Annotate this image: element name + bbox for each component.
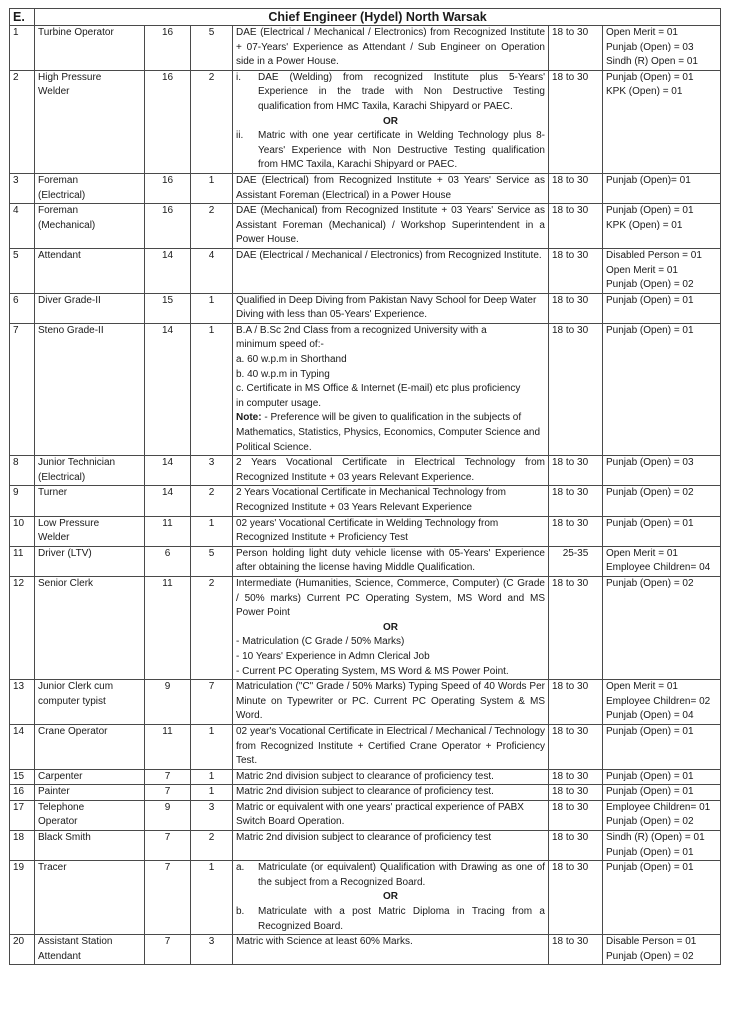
serial-number: 7 <box>10 323 35 455</box>
table-row <box>10 680 721 725</box>
table-row <box>10 935 721 965</box>
vacancies: 5 <box>191 546 233 576</box>
table-row <box>10 204 721 249</box>
quota: Punjab (Open) = 01 <box>603 861 721 935</box>
table-row <box>10 785 721 801</box>
quota: Punjab (Open) = 01 <box>603 323 721 455</box>
quota: Punjab (Open) = 01 <box>603 785 721 801</box>
bps: 7 <box>145 935 191 965</box>
quota: Punjab (Open)= 01 <box>603 173 721 203</box>
bps: 15 <box>145 293 191 323</box>
table-row <box>10 861 721 935</box>
qualification: 2 Years Vocational Certificate in Mechanical Technology from Recognized Institute + 03 Years Relevant Experience <box>233 486 549 516</box>
serial-number: 16 <box>10 785 35 801</box>
post-name: Turbine Operator <box>35 26 145 71</box>
serial-number: 8 <box>10 456 35 486</box>
qualification: a. Matriculate (or equivalent) Qualification with Drawing as one of the subject from a Recognized Board. OR b. Matriculate with a post Matric Diploma in Tracing from a Recognized Board. <box>233 861 549 935</box>
vacancies: 1 <box>191 323 233 455</box>
table-row <box>10 70 721 173</box>
bps: 7 <box>145 785 191 801</box>
quota: Open Merit = 01 Punjab (Open) = 03 Sindh (R) Open = 01 <box>603 26 721 71</box>
age-limit: 18 to 30 <box>549 576 603 679</box>
qualification: DAE (Electrical) from Recognized Institute + 03 Years' Service as Assistant Foreman (Electrical) in a Power House <box>233 173 549 203</box>
table-row <box>10 546 721 576</box>
qualification: Qualified in Deep Diving from Pakistan Navy School for Deep Water Diving with less than 05-Years' Experience. <box>233 293 549 323</box>
post-name: Attendant <box>35 248 145 293</box>
post-name: High Pressure Welder <box>35 70 145 173</box>
table-row <box>10 486 721 516</box>
bps: 16 <box>145 173 191 203</box>
age-limit: 18 to 30 <box>549 70 603 173</box>
post-name: Senior Clerk <box>35 576 145 679</box>
age-limit: 18 to 30 <box>549 26 603 71</box>
quota: Employee Children= 01 Punjab (Open) = 02 <box>603 800 721 830</box>
qualification: 02 year's Vocational Certificate in Electrical / Mechanical / Technology from Recognized Institute + Certified Crane Operator + Proficiency Test. <box>233 724 549 769</box>
table-row <box>10 516 721 546</box>
qualification: i. DAE (Welding) from recognized Institute plus 5-Years' Experience in the trade with Non Destructive Testing qualification from HMC Taxila, Karachi Shipyard or PAEC. OR ii. Matric with one year certificate in Welding Technology plus 8-Years' Experience with Non Destructive Testing qualification from HMC Taxila, Karachi Shipyard or PAEC. <box>233 70 549 173</box>
table-row <box>10 323 721 455</box>
vacancies: 3 <box>191 935 233 965</box>
vacancies: 5 <box>191 26 233 71</box>
post-name: Crane Operator <box>35 724 145 769</box>
post-name: Junior Technician (Electrical) <box>35 456 145 486</box>
table-row <box>10 26 721 71</box>
qualification: Person holding light duty vehicle license with 05-Years' Experience after obtaining the license having Middle Qualification. <box>233 546 549 576</box>
job-table-sheet <box>9 8 720 965</box>
post-name: Tracer <box>35 861 145 935</box>
post-name: Steno Grade-II <box>35 323 145 455</box>
age-limit: 18 to 30 <box>549 456 603 486</box>
section-label: E. <box>10 9 35 26</box>
age-limit: 18 to 30 <box>549 769 603 785</box>
qualification: Intermediate (Humanities, Science, Commerce, Computer) (C Grade / 50% marks) Current PC Operating System, MS Word and MS Power Point OR - Matriculation (C Grade / 50% Marks) - 10 Years' Experience in Admn Clerical Job - Current PC Operating System, MS Word & MS Power Point. <box>233 576 549 679</box>
serial-number: 20 <box>10 935 35 965</box>
table-row <box>10 800 721 830</box>
vacancies: 1 <box>191 293 233 323</box>
qualification: DAE (Electrical / Mechanical / Electronics) from Recognized Institute. <box>233 248 549 293</box>
post-name: Foreman (Mechanical) <box>35 204 145 249</box>
qualification: DAE (Electrical / Mechanical / Electronics) from Recognized Institute + 07-Years' Experience as Attendant / Sub Engineer on Operation side in a Power House. <box>233 26 549 71</box>
bps: 7 <box>145 831 191 861</box>
serial-number: 15 <box>10 769 35 785</box>
vacancies: 7 <box>191 680 233 725</box>
bps: 6 <box>145 546 191 576</box>
bps: 14 <box>145 486 191 516</box>
bps: 11 <box>145 576 191 679</box>
bps: 14 <box>145 456 191 486</box>
or-separator: OR <box>383 115 398 127</box>
table-row <box>10 769 721 785</box>
age-limit: 18 to 30 <box>549 248 603 293</box>
bps: 11 <box>145 516 191 546</box>
serial-number: 2 <box>10 70 35 173</box>
age-limit: 18 to 30 <box>549 861 603 935</box>
age-limit: 18 to 30 <box>549 516 603 546</box>
table-row <box>10 173 721 203</box>
table-title: Chief Engineer (Hydel) North Warsak <box>35 9 721 26</box>
quota: Sindh (R) (Open) = 01 Punjab (Open) = 01 <box>603 831 721 861</box>
qualification: DAE (Mechanical) from Recognized Institute + 03 Years' Service as Assistant Foreman (Mechanical) / Workshop Superintendent in a Power House. <box>233 204 549 249</box>
quota: Punjab (Open) = 01 KPK (Open) = 01 <box>603 70 721 173</box>
qualification: 2 Years Vocational Certificate in Electrical Technology from Recognized Institute + 03 years Relevant Experience. <box>233 456 549 486</box>
vacancies: 2 <box>191 204 233 249</box>
qualification: Matric 2nd division subject to clearance of proficiency test. <box>233 785 549 801</box>
age-limit: 18 to 30 <box>549 935 603 965</box>
age-limit: 18 to 30 <box>549 785 603 801</box>
bps: 14 <box>145 248 191 293</box>
bps: 16 <box>145 204 191 249</box>
serial-number: 10 <box>10 516 35 546</box>
qualification: 02 years' Vocational Certificate in Welding Technology from Recognized Institute + Proficiency Test <box>233 516 549 546</box>
bps: 16 <box>145 26 191 71</box>
quota: Punjab (Open) = 01 KPK (Open) = 01 <box>603 204 721 249</box>
note-label: Note: <box>236 412 262 424</box>
vacancies: 3 <box>191 800 233 830</box>
vacancies: 1 <box>191 173 233 203</box>
age-limit: 18 to 30 <box>549 173 603 203</box>
serial-number: 12 <box>10 576 35 679</box>
job-table <box>9 8 721 965</box>
table-header-row <box>10 9 721 26</box>
post-name: Junior Clerk cum computer typist <box>35 680 145 725</box>
age-limit: 18 to 30 <box>549 680 603 725</box>
quota: Punjab (Open) = 03 <box>603 456 721 486</box>
qualification: Matric or equivalent with one years' practical experience of PABX Switch Board Operation. <box>233 800 549 830</box>
post-name: Painter <box>35 785 145 801</box>
table-row <box>10 576 721 679</box>
serial-number: 4 <box>10 204 35 249</box>
age-limit: 18 to 30 <box>549 724 603 769</box>
serial-number: 13 <box>10 680 35 725</box>
post-name: Carpenter <box>35 769 145 785</box>
age-limit: 18 to 30 <box>549 204 603 249</box>
vacancies: 1 <box>191 861 233 935</box>
table-row <box>10 724 721 769</box>
serial-number: 18 <box>10 831 35 861</box>
bps: 9 <box>145 800 191 830</box>
quota: Open Merit = 01 Employee Children= 02 Punjab (Open) = 04 <box>603 680 721 725</box>
age-limit: 18 to 30 <box>549 323 603 455</box>
age-limit: 25-35 <box>549 546 603 576</box>
table-row <box>10 456 721 486</box>
post-name: Foreman (Electrical) <box>35 173 145 203</box>
serial-number: 1 <box>10 26 35 71</box>
qualification: Matric 2nd division subject to clearance of proficiency test <box>233 831 549 861</box>
serial-number: 6 <box>10 293 35 323</box>
or-separator: OR <box>383 891 398 903</box>
bps: 11 <box>145 724 191 769</box>
qualification: Matric with Science at least 60% Marks. <box>233 935 549 965</box>
serial-number: 19 <box>10 861 35 935</box>
post-name: Diver Grade-II <box>35 293 145 323</box>
bps: 7 <box>145 769 191 785</box>
post-name: Assistant Station Attendant <box>35 935 145 965</box>
quota: Disabled Person = 01 Open Merit = 01 Punjab (Open) = 02 <box>603 248 721 293</box>
quota: Open Merit = 01 Employee Children= 04 <box>603 546 721 576</box>
age-limit: 18 to 30 <box>549 800 603 830</box>
qualification: Matric 2nd division subject to clearance of proficiency test. <box>233 769 549 785</box>
vacancies: 4 <box>191 248 233 293</box>
vacancies: 2 <box>191 831 233 861</box>
quota: Punjab (Open) = 02 <box>603 576 721 679</box>
vacancies: 1 <box>191 769 233 785</box>
serial-number: 9 <box>10 486 35 516</box>
quota: Punjab (Open) = 02 <box>603 486 721 516</box>
vacancies: 2 <box>191 486 233 516</box>
vacancies: 1 <box>191 724 233 769</box>
post-name: Driver (LTV) <box>35 546 145 576</box>
vacancies: 2 <box>191 70 233 173</box>
quota: Punjab (Open) = 01 <box>603 516 721 546</box>
vacancies: 2 <box>191 576 233 679</box>
post-name: Telephone Operator <box>35 800 145 830</box>
serial-number: 5 <box>10 248 35 293</box>
bps: 14 <box>145 323 191 455</box>
post-name: Low Pressure Welder <box>35 516 145 546</box>
bps: 7 <box>145 861 191 935</box>
quota: Disable Person = 01 Punjab (Open) = 02 <box>603 935 721 965</box>
or-separator: OR <box>383 621 398 633</box>
vacancies: 1 <box>191 785 233 801</box>
serial-number: 3 <box>10 173 35 203</box>
vacancies: 1 <box>191 516 233 546</box>
serial-number: 17 <box>10 800 35 830</box>
qualification: B.A / B.Sc 2nd Class from a recognized University with a minimum speed of:- a. 60 w.p.m in Shorthand b. 40 w.p.m in Typing c. Certificate in MS Office & Internet (E-mail) etc plus proficiency in computer usage. Note: - Preference will be given to qualification in the subjects of Mathematics, Statistics, Physics, Economics, Computer Science and Political Science. <box>233 323 549 455</box>
age-limit: 18 to 30 <box>549 486 603 516</box>
post-name: Black Smith <box>35 831 145 861</box>
qualification: Matriculation ("C" Grade / 50% Marks) Typing Speed of 40 Words Per Minute on Typewriter or PC. Current PC Operating System & MS Word. <box>233 680 549 725</box>
quota: Punjab (Open) = 01 <box>603 724 721 769</box>
vacancies: 3 <box>191 456 233 486</box>
bps: 16 <box>145 70 191 173</box>
table-row <box>10 293 721 323</box>
table-row <box>10 248 721 293</box>
serial-number: 14 <box>10 724 35 769</box>
table-row <box>10 831 721 861</box>
quota: Punjab (Open) = 01 <box>603 769 721 785</box>
age-limit: 18 to 30 <box>549 293 603 323</box>
post-name: Turner <box>35 486 145 516</box>
serial-number: 11 <box>10 546 35 576</box>
quota: Punjab (Open) = 01 <box>603 293 721 323</box>
age-limit: 18 to 30 <box>549 831 603 861</box>
bps: 9 <box>145 680 191 725</box>
